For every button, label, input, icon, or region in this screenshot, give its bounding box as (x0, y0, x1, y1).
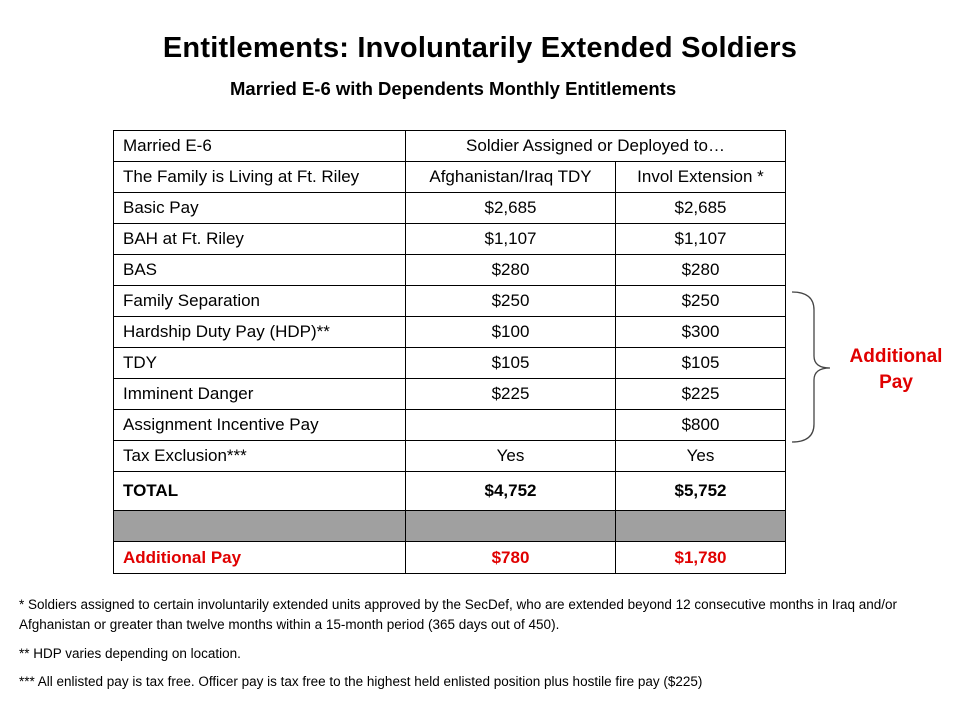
row-value-col1: $2,685 (406, 193, 616, 224)
total-value-col2: $5,752 (616, 472, 786, 511)
row-value-col1: Yes (406, 441, 616, 472)
row-value-col1: $105 (406, 348, 616, 379)
table-row (114, 379, 786, 410)
row-value-col2: $250 (616, 286, 786, 317)
row-value-col2: $800 (616, 410, 786, 441)
row-value-col1: $280 (406, 255, 616, 286)
subheader-label: The Family is Living at Ft. Riley (114, 162, 406, 193)
row-value-col2: $300 (616, 317, 786, 348)
shaded-cell (114, 511, 406, 542)
row-label: BAH at Ft. Riley (114, 224, 406, 255)
footnote-2: ** HDP varies depending on location. (19, 646, 241, 661)
table-row (114, 224, 786, 255)
row-value-col2: $105 (616, 348, 786, 379)
table-row (114, 255, 786, 286)
additional-pay-label: Additional Pay (114, 542, 406, 574)
row-label: Tax Exclusion*** (114, 441, 406, 472)
row-label: Basic Pay (114, 193, 406, 224)
annotation-line-1: Additional (849, 346, 943, 367)
row-value-col2: $1,107 (616, 224, 786, 255)
row-value-col2: $225 (616, 379, 786, 410)
row-value-col1: $250 (406, 286, 616, 317)
additional-pay-annotation (836, 344, 956, 396)
table-row (114, 348, 786, 379)
page-subtitle: Married E-6 with Dependents Monthly Entitlements (230, 78, 677, 99)
table-row (114, 441, 786, 472)
row-label: TDY (114, 348, 406, 379)
shaded-cell (406, 511, 616, 542)
row-value-col1: $1,107 (406, 224, 616, 255)
shaded-cell (616, 511, 786, 542)
total-label: TOTAL (114, 472, 406, 511)
footnote-3: *** All enlisted pay is tax free. Officer pay is tax free to the highest held enlisted position plus hostile fire pay ($225) (19, 674, 703, 689)
table-header-row (114, 131, 786, 162)
table-row (114, 193, 786, 224)
table-row (114, 317, 786, 348)
row-value-col1 (406, 410, 616, 441)
column-header-invol-extension: Invol Extension * (616, 162, 786, 193)
table-row (114, 286, 786, 317)
additional-pay-col2: $1,780 (616, 542, 786, 574)
entitlements-table (113, 130, 786, 574)
row-label: BAS (114, 255, 406, 286)
table-row (114, 410, 786, 441)
row-label: Hardship Duty Pay (HDP)** (114, 317, 406, 348)
row-value-col2: $280 (616, 255, 786, 286)
total-value-col1: $4,752 (406, 472, 616, 511)
table-subheader-row (114, 162, 786, 193)
row-label: Family Separation (114, 286, 406, 317)
row-label: Assignment Incentive Pay (114, 410, 406, 441)
column-header-afghanistan-iraq: Afghanistan/Iraq TDY (406, 162, 616, 193)
annotation-line-2: Pay (879, 372, 913, 393)
additional-pay-col1: $780 (406, 542, 616, 574)
additional-pay-row (114, 542, 786, 574)
header-label: Married E-6 (114, 131, 406, 162)
header-span-label: Soldier Assigned or Deployed to… (406, 131, 786, 162)
row-value-col2: Yes (616, 441, 786, 472)
row-value-col1: $225 (406, 379, 616, 410)
curly-brace-icon (790, 290, 840, 445)
total-row (114, 472, 786, 511)
row-label: Imminent Danger (114, 379, 406, 410)
row-value-col2: $2,685 (616, 193, 786, 224)
page-title: Entitlements: Involuntarily Extended Soldiers (162, 32, 798, 64)
shaded-spacer-row (114, 511, 786, 542)
row-value-col1: $100 (406, 317, 616, 348)
footnote-1: * Soldiers assigned to certain involuntarily extended units approved by the SecDef, who are extended beyond 12 consecutive months in Iraq and/or Afghanistan or greater than twelve months within a 15-month period (365 days out of 450). (19, 597, 898, 632)
